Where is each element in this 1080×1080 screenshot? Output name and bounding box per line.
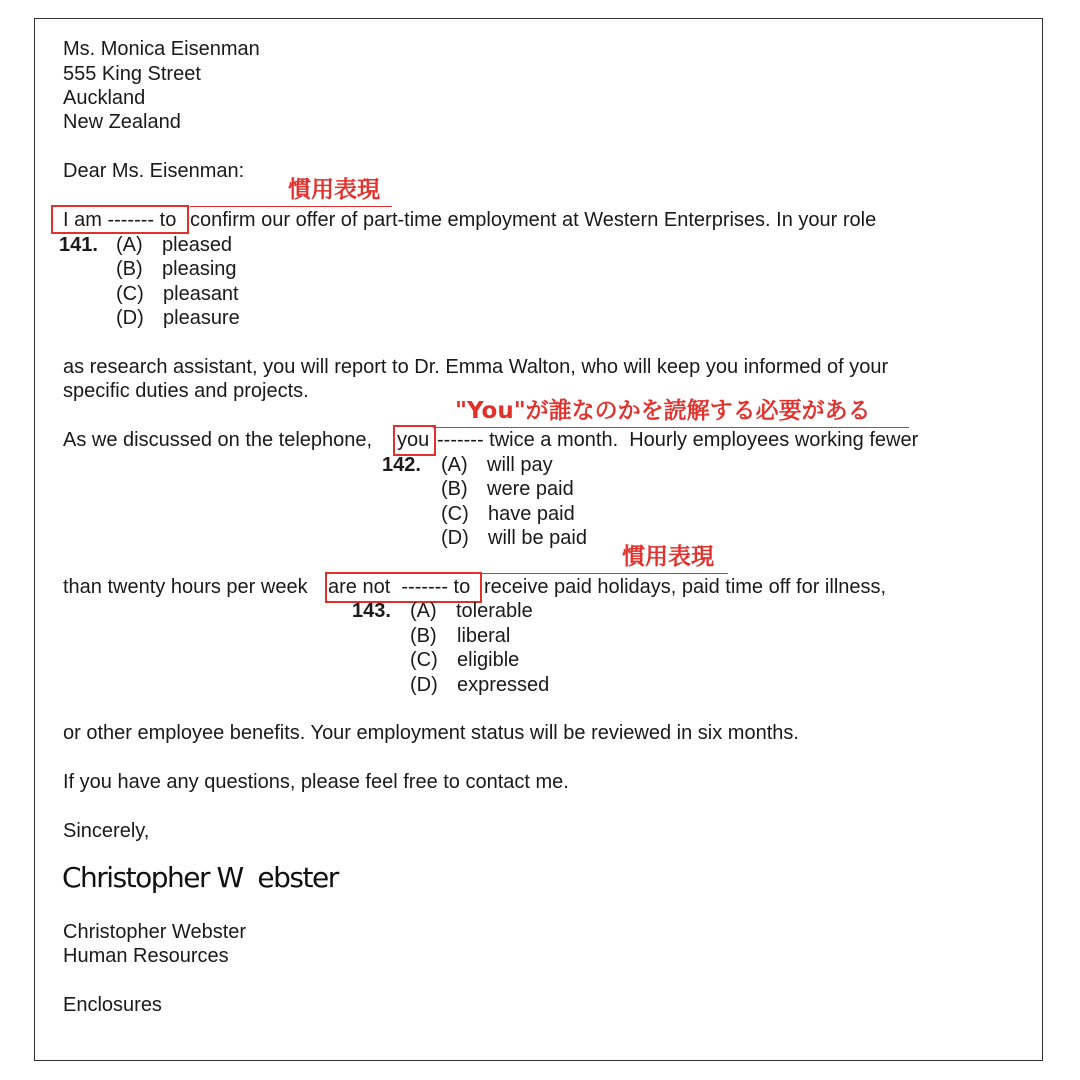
q141-option-c-label: (C) <box>116 283 144 305</box>
recipient-country: New Zealand <box>63 111 181 133</box>
paragraph-3-before: As we discussed on the telephone, <box>63 429 373 451</box>
q141-option-c: pleasant <box>163 283 239 305</box>
q141-option-b: pleasing <box>162 258 237 280</box>
q142-option-b-label: (B) <box>441 478 468 500</box>
q142-option-d-label: (D) <box>441 527 469 549</box>
paragraph-6: If you have any questions, please feel free to contact me. <box>63 771 569 793</box>
paragraph-2-line-1: as research assistant, you will report to Dr. Emma Walton, who will keep you informed of your <box>63 356 889 378</box>
q143-option-d-label: (D) <box>410 674 438 696</box>
closing: Sincerely, <box>63 820 150 842</box>
q142-option-c-label: (C) <box>441 503 469 525</box>
q142-option-a-label: (A) <box>441 454 468 476</box>
q143-option-c-label: (C) <box>410 649 438 671</box>
recipient-street: 555 King Street <box>63 63 201 85</box>
paragraph-5: or other employee benefits. Your employment status will be reviewed in six months. <box>63 722 799 744</box>
paragraph-3-after: ------- twice a month. Hourly employees working fewer <box>437 429 919 451</box>
annotation-underline-3 <box>482 573 728 574</box>
question-141-number: 141. <box>59 234 98 256</box>
q142-option-a: will pay <box>487 454 553 476</box>
q143-option-c: eligible <box>457 649 520 671</box>
annotation-underline-1 <box>190 206 392 207</box>
paragraph-1-text: confirm our offer of part-time employment at Western Enterprises. In your role <box>190 209 877 231</box>
enclosures: Enclosures <box>63 994 162 1016</box>
q142-option-d: will be paid <box>488 527 587 549</box>
q141-option-b-label: (B) <box>116 258 143 280</box>
question-143-number: 143. <box>352 600 391 622</box>
signer-name: Christopher Webster <box>63 921 247 943</box>
paragraph-4-after: receive paid holidays, paid time off for illness, <box>484 576 887 598</box>
q143-option-d: expressed <box>457 674 550 696</box>
paragraph-2-line-2: specific duties and projects. <box>63 380 309 402</box>
blank-phrase-143: are not ------- to <box>328 576 471 598</box>
q141-option-d: pleasure <box>163 307 240 329</box>
signer-title: Human Resources <box>63 945 229 967</box>
q143-option-b: liberal <box>457 625 511 647</box>
annotation-you: "You"が誰なのかを読解する必要がある <box>455 398 871 424</box>
q141-option-d-label: (D) <box>116 307 144 329</box>
q141-option-a-label: (A) <box>116 234 143 256</box>
blank-subject-you: you <box>397 429 430 451</box>
paragraph-4-before: than twenty hours per week <box>63 576 308 598</box>
q143-option-a: tolerable <box>456 600 533 622</box>
recipient-city: Auckland <box>63 87 146 109</box>
q143-option-b-label: (B) <box>410 625 437 647</box>
annotation-idiom-1: 慣用表現 <box>288 177 380 203</box>
blank-phrase-141: I am ------- to <box>63 209 177 231</box>
q143-option-a-label: (A) <box>410 600 437 622</box>
signature: Christopher W ebster <box>62 861 338 894</box>
recipient-name: Ms. Monica Eisenman <box>63 38 260 60</box>
annotation-idiom-2: 慣用表現 <box>622 544 714 570</box>
q142-option-c: have paid <box>488 503 575 525</box>
q141-option-a: pleased <box>162 234 233 256</box>
salutation: Dear Ms. Eisenman: <box>63 160 245 182</box>
q142-option-b: were paid <box>487 478 574 500</box>
question-142-number: 142. <box>382 454 421 476</box>
